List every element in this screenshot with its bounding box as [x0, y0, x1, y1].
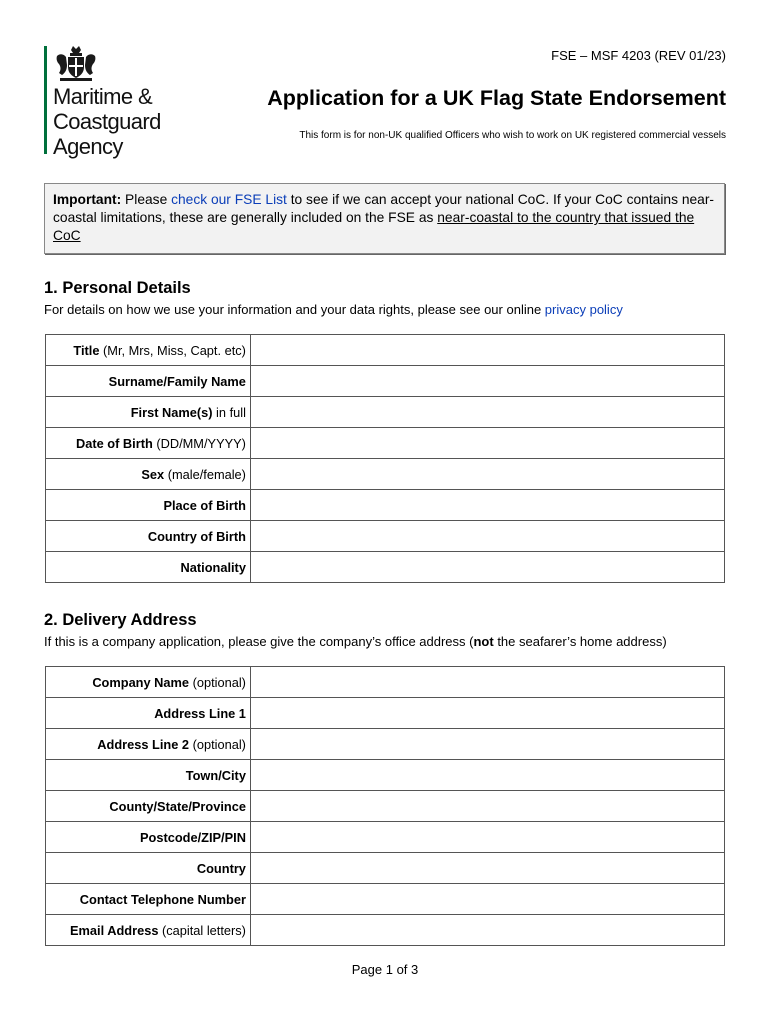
notice-lead: Important:	[53, 192, 122, 207]
field-label	[46, 915, 251, 946]
field-label-text: Nationality	[180, 559, 246, 575]
field-label	[46, 760, 251, 791]
page-subtitle: This form is for non-UK qualified Officers who wish to work on UK registered commercial vessels	[299, 130, 726, 141]
field-label	[46, 729, 251, 760]
field-label	[46, 552, 251, 583]
field-label-text: First Name(s)	[130, 404, 213, 420]
field-label-text: Address Line 2	[97, 736, 190, 752]
place-of-birth-field[interactable]	[250, 490, 724, 521]
field-label	[46, 853, 251, 884]
form-code: FSE – MSF 4203 (REV 01/23)	[551, 48, 726, 63]
telephone-field[interactable]	[250, 884, 724, 915]
description-text: If this is a company application, please give the company’s office address (	[44, 634, 474, 649]
field-label-text: Address Line 1	[154, 705, 246, 721]
field-hint: (optional)	[189, 674, 246, 690]
field-label	[46, 335, 251, 366]
personal-details-heading: 1. Personal Details	[44, 279, 191, 297]
field-label-text: Postcode/ZIP/PIN	[139, 829, 246, 845]
nationality-field[interactable]	[250, 552, 724, 583]
organisation-name-line: Agency	[53, 134, 123, 159]
personal-details-table	[45, 334, 725, 583]
form-row	[46, 822, 725, 853]
date-of-birth-field[interactable]	[250, 428, 724, 459]
form-row	[46, 698, 725, 729]
form-row	[46, 335, 725, 366]
county-state-province-field[interactable]	[250, 791, 724, 822]
field-label	[46, 397, 251, 428]
field-label-text: Country	[196, 860, 246, 876]
field-hint: (optional)	[189, 736, 246, 752]
form-row	[46, 366, 725, 397]
field-hint: (male/female)	[164, 466, 246, 482]
notice-text: to see if we can accept your national CoC. If your CoC contains near-coastal limitations, these are generally included on the FSE as	[53, 192, 715, 225]
field-hint: (capital letters)	[158, 922, 246, 938]
field-hint: (Mr, Mrs, Miss, Capt. etc)	[99, 342, 246, 358]
field-label-text: Email Address	[70, 922, 159, 938]
field-label	[46, 667, 251, 698]
first-names-field[interactable]	[250, 397, 724, 428]
form-row	[46, 397, 725, 428]
form-row	[46, 853, 725, 884]
field-label-text: Company Name	[92, 674, 190, 690]
field-label-text: Town/City	[185, 767, 246, 783]
form-row	[46, 490, 725, 521]
field-label	[46, 822, 251, 853]
notice-underlined-text: near-coastal to the country that issued the CoC	[53, 210, 695, 243]
logo-accent-bar	[44, 46, 47, 154]
field-label	[46, 366, 251, 397]
address-line-1-field[interactable]	[250, 698, 724, 729]
organisation-name-line: Coastguard	[53, 109, 161, 134]
royal-crest-icon	[54, 44, 98, 82]
field-label-text: Surname/Family Name	[108, 373, 246, 389]
description-text: For details on how we use your information and your data rights, please see our online	[44, 302, 545, 317]
field-label-text: Contact Telephone Number	[79, 891, 246, 907]
important-notice	[44, 183, 725, 254]
form-row	[46, 729, 725, 760]
address-line-2-field[interactable]	[250, 729, 724, 760]
delivery-address-description	[44, 634, 667, 649]
sex-field[interactable]	[250, 459, 724, 490]
field-label-text: County/State/Province	[109, 798, 246, 814]
privacy-policy-link[interactable]: privacy policy	[544, 302, 623, 317]
form-row	[46, 791, 725, 822]
title-field[interactable]	[250, 335, 724, 366]
form-row	[46, 760, 725, 791]
delivery-address-heading: 2. Delivery Address	[44, 611, 197, 629]
field-label	[46, 521, 251, 552]
country-field[interactable]	[250, 853, 724, 884]
field-hint: in full	[212, 404, 246, 420]
field-label-text: Date of Birth	[76, 435, 153, 451]
field-label	[46, 428, 251, 459]
field-label	[46, 490, 251, 521]
company-name-field[interactable]	[250, 667, 724, 698]
town-city-field[interactable]	[250, 760, 724, 791]
field-label	[46, 698, 251, 729]
form-row	[46, 667, 725, 698]
field-label-text: Country of Birth	[147, 528, 246, 544]
field-hint: (DD/MM/YYYY)	[152, 435, 246, 451]
postcode-field[interactable]	[250, 822, 724, 853]
form-row	[46, 884, 725, 915]
field-label-text: Title	[73, 342, 100, 358]
email-field[interactable]	[250, 915, 724, 946]
form-row	[46, 459, 725, 490]
page-title: Application for a UK Flag State Endorsement	[267, 86, 726, 110]
form-row	[46, 428, 725, 459]
field-label-text: Sex	[141, 466, 165, 482]
page-number: Page 1 of 3	[351, 962, 419, 977]
fse-list-link[interactable]: check our FSE List	[171, 192, 287, 207]
field-label	[46, 884, 251, 915]
form-row	[46, 915, 725, 946]
description-bold-text: not	[473, 634, 494, 649]
field-label	[46, 459, 251, 490]
surname-field[interactable]	[250, 366, 724, 397]
organisation-name	[53, 84, 161, 159]
field-label	[46, 791, 251, 822]
form-row	[46, 521, 725, 552]
personal-details-description	[44, 302, 623, 317]
organisation-name-line: Maritime &	[53, 84, 153, 109]
form-row	[46, 552, 725, 583]
notice-text: Please	[121, 192, 172, 207]
description-text: the seafarer’s home address)	[493, 634, 667, 649]
country-of-birth-field[interactable]	[250, 521, 724, 552]
field-label-text: Place of Birth	[163, 497, 246, 513]
delivery-address-table	[45, 666, 725, 946]
